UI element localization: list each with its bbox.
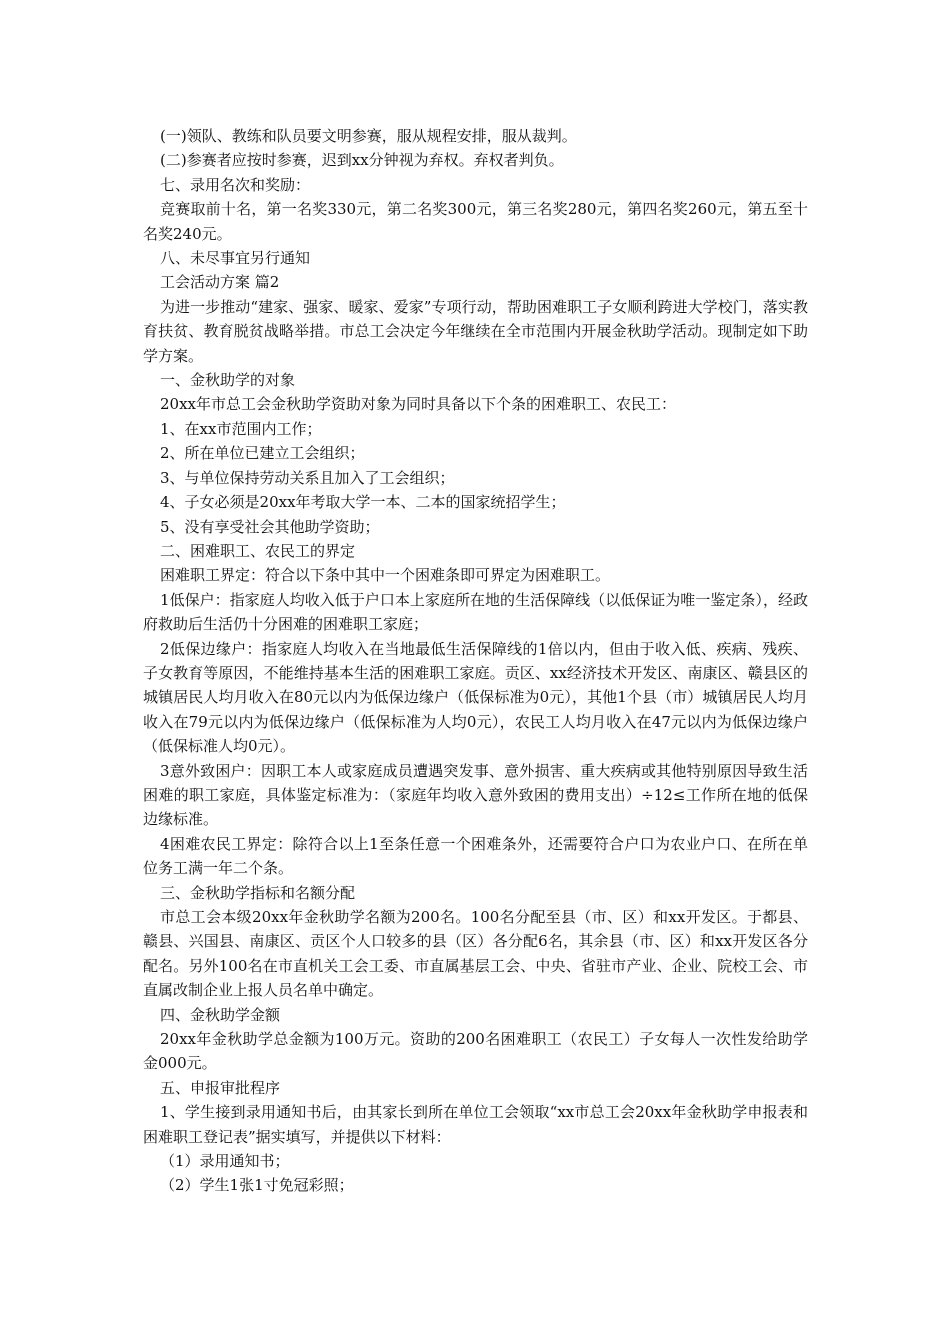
paragraph: 1低保户：指家庭人均收入低于户口本上家庭所在地的生活保障线（以低保证为唯一鉴定条），经政府救助后生活仍十分困难的困难职工家庭； xyxy=(143,590,808,634)
list-item: 4、子女必须是20xx年考取大学一本、二本的国家统招学生； xyxy=(160,493,566,512)
paragraph: 市总工会本级20xx年金秋助学名额为200名。100名分配至县（市、区）和xx开发区。于都县、赣县、兴国县、南康区、贡区个人口较多的县（区）各分配6名，其余县（市、区）和xx开发区各分配名。另外100名在市直机关工会工委、市直属基层工会、中央、省驻市产业、企业、院校工会、市直属改制企业上报人员名单中确定。 xyxy=(143,908,808,1000)
paragraph: 竞赛取前十名，第一名奖330元，第二名奖300元，第三名奖280元，第四名奖260元，第五至十名奖240元。 xyxy=(143,200,808,243)
list-item: 2、所在单位已建立工会组织； xyxy=(160,444,365,463)
section-heading: 五、申报审批程序 xyxy=(160,1078,281,1097)
list-item: 3、与单位保持劳动关系且加入了工会组织； xyxy=(160,468,455,487)
paragraph: 20xx年金秋助学总金额为100万元。资助的200名困难职工（农民工）子女每人一次性发给助学金000元。 xyxy=(143,1030,808,1073)
document-body xyxy=(143,124,808,1198)
section-heading: 一、金秋助学的对象 xyxy=(160,371,296,390)
section-heading: 四、金秋助学金额 xyxy=(160,1005,281,1024)
list-item: （1）录用通知书； xyxy=(160,1152,290,1171)
list-item: 1、在xx市范围内工作； xyxy=(160,419,322,438)
section-heading: 八、未尽事宜另行通知 xyxy=(160,249,311,268)
paragraph: 为进一步推动“建家、强家、暖家、爱家”专项行动，帮助困难职工子女顺利跨进大学校门，落实教育扶贫、教育脱贫战略举措。市总工会决定今年继续在全市范围内开展金秋助学活动。现制定如下助学方案。 xyxy=(143,297,808,365)
paragraph: 3意外致困户：因职工本人或家庭成员遭遇突发事、意外损害、重大疾病或其他特别原因导致生活困难的职工家庭，具体鉴定标准为：（家庭年均收入意外致困的费用支出）÷12≤工作所在地的低保边缘标准。 xyxy=(143,761,808,829)
paragraph: 困难职工界定：符合以下条中其中一个困难条即可界定为困难职工。 xyxy=(160,566,611,585)
section-heading: 三、金秋助学指标和名额分配 xyxy=(160,883,356,902)
paragraph: 4困难农民工界定：除符合以上1至条任意一个困难条外，还需要符合户口为农业户口、在所在单位务工满一年二个条。 xyxy=(143,834,808,878)
paragraph: 20xx年市总工会金秋助学资助对象为同时具备以下个条的困难职工、农民工： xyxy=(160,395,677,414)
paragraph: (二)参赛者应按时参赛，迟到xx分钟视为弃权。弃权者判负。 xyxy=(160,151,564,170)
list-item: 5、没有享受社会其他助学资助； xyxy=(160,517,380,536)
paragraph: (一)领队、教练和队员要文明参赛，服从规程安排，服从裁判。 xyxy=(160,127,577,145)
list-item: （2）学生1张1寸免冠彩照； xyxy=(160,1176,354,1195)
section-heading: 二、困难职工、农民工的界定 xyxy=(160,541,356,560)
paragraph: 2低保边缘户：指家庭人均收入在当地最低生活保障线的1倍以内，但由于收入低、疾病、残疾、子女教育等原因，不能维持基本生活的困难职工家庭。贡区、xx经济技术开发区、南康区、赣县区的城镇居民人均月收入在80元以内为低保边缘户（低保标准为0元），其他1个县（市）城镇居民人均月收入在79元以内为低保边缘户（低保标准为人均0元），农民工人均月收入在47元以内为低保边缘户（低保标准人均0元）。 xyxy=(143,639,808,756)
document-title: 工会活动方案 篇2 xyxy=(160,273,280,292)
paragraph: 1、学生接到录用通知书后，由其家长到所在单位工会领取“xx市总工会20xx年金秋助学申报表和困难职工登记表”据实填写，并提供以下材料： xyxy=(143,1103,808,1146)
section-heading: 七、录用名次和奖励： xyxy=(160,175,311,194)
